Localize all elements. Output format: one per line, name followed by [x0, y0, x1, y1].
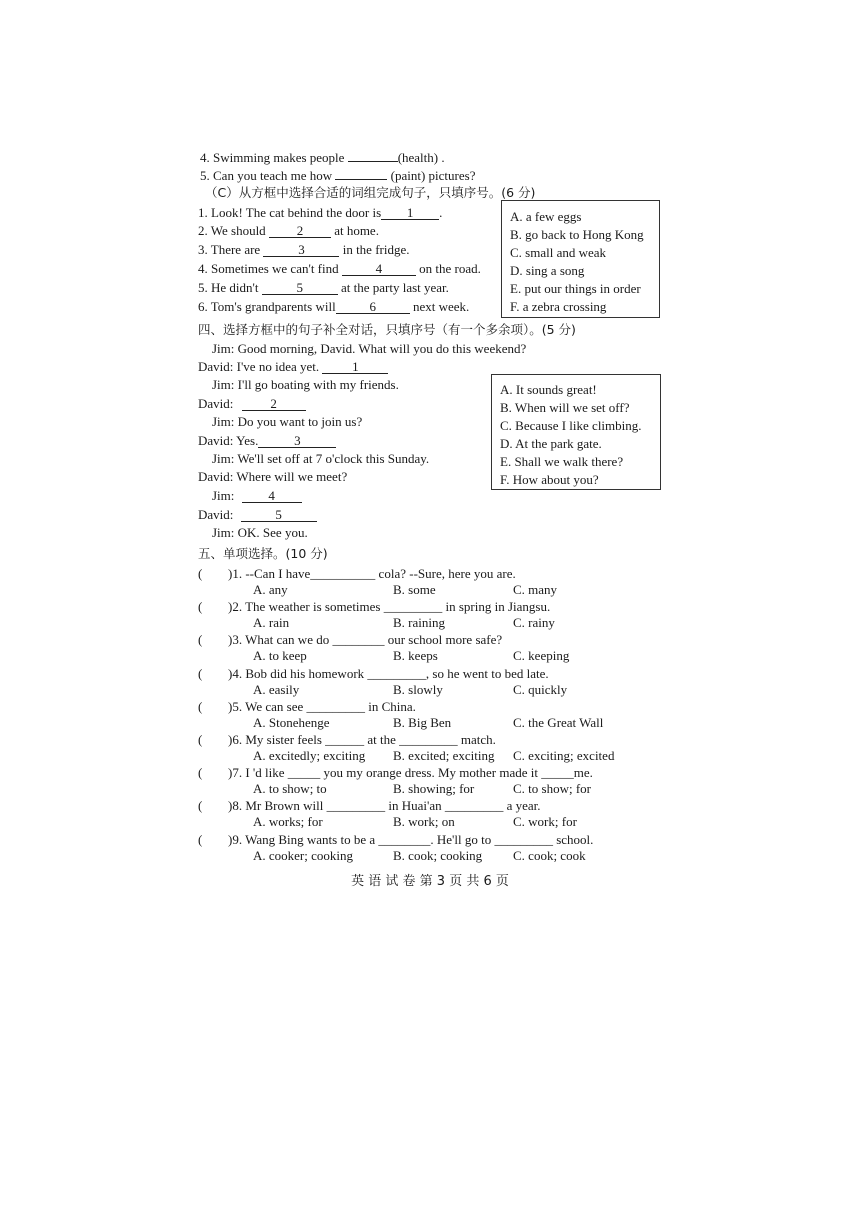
option-a: A. It sounds great!	[500, 382, 597, 397]
dialogue-line	[212, 525, 308, 541]
question-text: 3. There are	[198, 242, 264, 257]
answer-paren-close: )	[228, 566, 233, 581]
option-c[interactable]: C. cook; cook	[513, 848, 586, 863]
answer-paren-open[interactable]: (	[198, 765, 203, 780]
question-stem: 3. What can we do ________ our school more safe?	[232, 632, 503, 647]
answer-blank[interactable]: 6	[336, 300, 410, 314]
answer-blank[interactable]: 1	[322, 360, 388, 374]
mcq-options	[0, 582, 860, 598]
option-c[interactable]: C. quickly	[513, 682, 568, 697]
option-b[interactable]: B. some	[393, 582, 436, 597]
question-stem: 4. Bob did his homework _________, so he went to bed late.	[232, 666, 549, 681]
mcq-options	[0, 715, 860, 731]
question-text: at home.	[330, 223, 379, 238]
dialogue-line	[212, 341, 526, 357]
option-b[interactable]: B. cook; cooking	[393, 848, 483, 863]
option-d: D. At the park gate.	[500, 436, 602, 451]
question-text: 5. He didn't	[198, 280, 262, 295]
mcq-question	[198, 732, 496, 748]
mcq-question	[198, 765, 593, 781]
question-stem: 6. My sister feels ______ at the _________ match.	[232, 732, 496, 747]
option-c[interactable]: C. to show; for	[513, 781, 591, 796]
answer-paren-open[interactable]: (	[198, 599, 203, 614]
option-b[interactable]: B. slowly	[393, 682, 443, 697]
answer-paren-close: )	[228, 732, 233, 747]
speaker: David:	[198, 396, 237, 411]
mcq-options	[0, 682, 860, 698]
option-a[interactable]: A. excitedly; exciting	[253, 748, 366, 763]
answer-blank[interactable]: 3	[258, 434, 336, 448]
question-text: (paint) pictures?	[387, 168, 476, 183]
dialogue-text: Good morning, David. What will you do this weekend?	[237, 341, 527, 356]
mcq-options	[0, 615, 860, 631]
answer-paren-open[interactable]: (	[198, 832, 203, 847]
dialogue-line	[212, 414, 362, 430]
dialogue-line	[212, 377, 399, 393]
section-5-heading: 五、单项选择。(10 分)	[198, 546, 328, 561]
dialogue-line	[212, 451, 429, 467]
mcq-options	[0, 648, 860, 664]
question-text: 4. Sometimes we can't find	[198, 261, 342, 276]
option-c[interactable]: C. many	[513, 582, 558, 597]
mcq-options	[0, 748, 860, 764]
speaker: David:	[198, 433, 237, 448]
option-c[interactable]: C. work; for	[513, 814, 577, 829]
dialogue-line	[198, 359, 388, 375]
dialogue-text: Yes.	[236, 433, 259, 448]
speaker: Jim:	[212, 451, 238, 466]
question-c5	[198, 280, 449, 296]
question-stem: 2. The weather is sometimes _________ in spring in Jiangsu.	[232, 599, 551, 614]
answer-paren-close: )	[228, 798, 233, 813]
speaker: Jim:	[212, 414, 238, 429]
option-c[interactable]: C. the Great Wall	[513, 715, 604, 730]
option-b[interactable]: B. keeps	[393, 648, 438, 663]
question-c2	[198, 223, 379, 239]
question-text: 5. Can you teach me how	[200, 168, 336, 183]
option-a[interactable]: A. to keep	[253, 648, 307, 663]
dialogue-text: OK. See you.	[237, 525, 308, 540]
speaker: Jim:	[212, 488, 238, 503]
option-c: C. Because I like climbing.	[500, 418, 642, 433]
question-text: 1. Look! The cat behind the door is	[198, 205, 382, 220]
mcq-question	[198, 666, 549, 682]
question-stem: 1. --Can I have__________ cola? --Sure, here you are.	[232, 566, 516, 581]
question-text: 4. Swimming makes people	[200, 150, 348, 165]
question-stem: 7. I 'd like _____ you my orange dress. My mother made it _____me.	[232, 765, 593, 780]
option-e: E. put our things in order	[510, 281, 641, 296]
mcq-question	[198, 599, 550, 615]
answer-blank[interactable]: 5	[241, 508, 317, 522]
speaker: Jim:	[212, 341, 238, 356]
answer-paren-close: )	[228, 599, 233, 614]
answer-blank[interactable]: 1	[381, 206, 439, 220]
answer-blank[interactable]: 2	[269, 224, 331, 238]
section-4-options-box	[491, 374, 661, 490]
answer-paren-close: )	[228, 832, 233, 847]
question-c4	[198, 261, 481, 277]
answer-paren-open[interactable]: (	[198, 666, 203, 681]
speaker: David:	[198, 469, 237, 484]
question-text: in the fridge.	[339, 242, 410, 257]
answer-paren-close: )	[228, 765, 233, 780]
option-c[interactable]: C. exciting; excited	[513, 748, 615, 763]
question-stem: 8. Mr Brown will _________ in Huai'an _________ a year.	[232, 798, 541, 813]
question-text: .	[439, 205, 443, 220]
option-c: C. small and weak	[510, 245, 607, 260]
question-c3	[198, 242, 410, 258]
answer-blank[interactable]: 5	[262, 281, 338, 295]
option-b[interactable]: B. Big Ben	[393, 715, 452, 730]
answer-paren-open[interactable]: (	[198, 566, 203, 581]
dialogue-text: Where will we meet?	[236, 469, 348, 484]
answer-blank[interactable]: 4	[242, 489, 302, 503]
question-stem: 5. We can see _________ in China.	[232, 699, 416, 714]
option-e: E. Shall we walk there?	[500, 454, 624, 469]
option-a[interactable]: A. rain	[253, 615, 290, 630]
question-stem: 9. Wang Bing wants to be a ________. He'll go to _________ school.	[232, 832, 594, 847]
speaker: Jim:	[212, 377, 238, 392]
section-c-heading: （C）从方框中选择合适的词组完成句子，只填序号。(6 分)	[205, 185, 536, 200]
mcq-question	[198, 566, 516, 582]
question-text: 2. We should	[198, 223, 269, 238]
answer-paren-close: )	[228, 699, 233, 714]
speaker: Jim:	[212, 525, 238, 540]
question-c1	[198, 205, 442, 221]
mcq-question	[198, 832, 593, 848]
question-text: on the road.	[415, 261, 481, 276]
question-b4	[200, 148, 445, 166]
answer-paren-close: )	[228, 666, 233, 681]
speaker: David:	[198, 359, 237, 374]
option-a: A. a few eggs	[510, 209, 582, 224]
answer-blank[interactable]	[335, 166, 387, 180]
option-b[interactable]: B. work; on	[393, 814, 455, 829]
mcq-question	[198, 699, 416, 715]
question-text: at the party last year.	[337, 280, 449, 295]
option-a[interactable]: A. works; for	[253, 814, 323, 829]
answer-paren-open[interactable]: (	[198, 732, 203, 747]
question-c6	[198, 299, 469, 315]
answer-paren-close: )	[228, 632, 233, 647]
option-b[interactable]: B. excited; exciting	[393, 748, 495, 763]
option-b[interactable]: B. raining	[393, 615, 445, 630]
answer-blank[interactable]: 4	[342, 262, 416, 276]
option-d: D. sing a song	[510, 263, 585, 278]
mcq-question	[198, 798, 541, 814]
mcq-options	[0, 781, 860, 797]
mcq-question	[198, 632, 502, 648]
answer-paren-open[interactable]: (	[198, 632, 203, 647]
dialogue-line	[198, 433, 336, 449]
question-text: next week.	[409, 299, 470, 314]
option-f: F. How about you?	[500, 472, 599, 487]
dialogue-text: I'll go boating with my friends.	[237, 377, 399, 392]
option-a[interactable]: A. to show; to	[253, 781, 327, 796]
answer-paren-open[interactable]: (	[198, 699, 203, 714]
speaker: David:	[198, 507, 237, 522]
page-footer: 英 语 试 卷 第 3 页 共 6 页	[351, 874, 509, 889]
answer-blank[interactable]: 2	[242, 397, 306, 411]
answer-blank[interactable]: 3	[263, 243, 339, 257]
question-text: (health) .	[397, 150, 445, 165]
answer-blank[interactable]	[348, 148, 398, 162]
option-c[interactable]: C. keeping	[513, 648, 570, 663]
dialogue-line	[198, 396, 306, 412]
dialogue-text: We'll set off at 7 o'clock this Sunday.	[237, 451, 430, 466]
option-a[interactable]: A. Stonehenge	[253, 715, 330, 730]
option-b: B. go back to Hong Kong	[510, 227, 644, 242]
option-c[interactable]: C. rainy	[513, 615, 555, 630]
question-text: 6. Tom's grandparents will	[198, 299, 336, 314]
option-b[interactable]: B. showing; for	[393, 781, 475, 796]
dialogue-text: Do you want to join us?	[237, 414, 363, 429]
dialogue-line	[212, 488, 302, 504]
section-c-options-box	[501, 200, 660, 318]
mcq-options	[0, 814, 860, 830]
option-a[interactable]: A. any	[253, 582, 288, 597]
dialogue-line	[198, 507, 317, 523]
question-b5	[200, 166, 475, 184]
dialogue-line	[198, 469, 347, 485]
option-a[interactable]: A. cooker; cooking	[253, 848, 354, 863]
option-b: B. When will we set off?	[500, 400, 630, 415]
dialogue-text: I've no idea yet.	[236, 359, 323, 374]
mcq-options	[0, 848, 860, 864]
option-f: F. a zebra crossing	[510, 299, 607, 314]
option-a[interactable]: A. easily	[253, 682, 300, 697]
answer-paren-open[interactable]: (	[198, 798, 203, 813]
section-4-heading: 四、选择方框中的句子补全对话，只填序号（有一个多余项）。(5 分)	[198, 322, 576, 337]
